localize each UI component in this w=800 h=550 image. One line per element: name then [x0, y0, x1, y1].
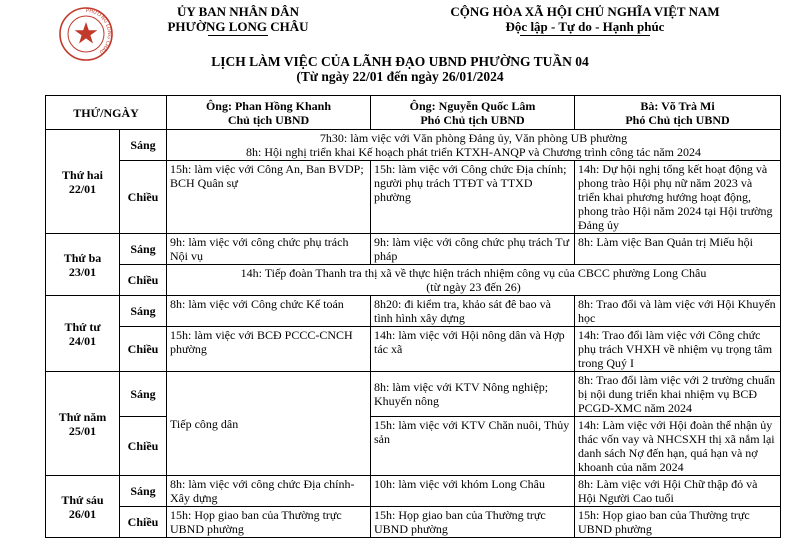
day-name: Thứ ba	[63, 250, 102, 265]
agency-line-2: PHƯỜNG LONG CHÂU	[167, 19, 309, 34]
issuing-agency	[128, 4, 348, 34]
title-line-2: (Từ ngày 22/01 đến ngày 26/01/2024	[296, 69, 504, 84]
nation-line-1: CỘNG HÒA XÃ HỘI CHỦ NGHĨA VIỆT NAM	[450, 4, 720, 19]
chairman-name: Ông: Phan Hồng Khanh	[205, 98, 332, 113]
agency-line-1: ỦY BAN NHÂN DÂN	[177, 4, 299, 19]
table-row	[46, 265, 781, 296]
chairman-role: Chủ tịch UBND	[227, 112, 310, 127]
day-cell-monday	[46, 130, 120, 234]
table-row	[46, 234, 781, 265]
day-cell-thursday	[46, 372, 120, 476]
document-title	[0, 54, 800, 84]
national-motto	[400, 4, 770, 34]
svg-text:PHƯỜNG LONG CHÂU: PHƯỜNG LONG CHÂU	[85, 7, 113, 55]
day-date: 24/01	[68, 333, 97, 348]
schedule-entry: 15h: Họp giao ban của Thường trực UBND phường	[167, 507, 371, 538]
day-date: 25/01	[68, 423, 97, 438]
agency-underline	[208, 35, 268, 36]
schedule-entry	[167, 265, 781, 296]
schedule-entry: 8h: Làm việc với Hội Chữ thập đỏ và Hội Người Cao tuổi	[575, 476, 781, 507]
table-row	[46, 327, 781, 372]
schedule-entry: 14h: Làm việc với Hội đoàn thể nhận ủy thác vốn vay và NHCSXH thị xã nắm lại danh sách Nợ đến hạn, quá hạn và nợ khoanh của năm 2024	[575, 417, 781, 476]
session-afternoon: Chiều	[120, 417, 167, 476]
session-afternoon: Chiều	[120, 265, 167, 296]
schedule-entry	[167, 130, 781, 161]
col-header-chairman	[167, 96, 371, 130]
session-afternoon: Chiều	[120, 507, 167, 538]
nation-line-2: Độc lập - Tự do - Hạnh phúc	[505, 19, 665, 34]
schedule-entry: 8h: Trao đổi và làm việc với Hội Khuyến học	[575, 296, 781, 327]
session-afternoon: Chiều	[120, 327, 167, 372]
schedule-entry: 15h: làm việc với Công An, Ban BVDP; BCH Quân sự	[167, 161, 371, 234]
day-name: Thứ hai	[62, 167, 103, 182]
col-header-vice-chairman-2	[575, 96, 781, 130]
schedule-entry: 8h: làm việc với Công chức Kế toán	[167, 296, 371, 327]
day-name: Thứ tư	[64, 319, 101, 334]
schedule-entry: 8h20: đi kiểm tra, khảo sát đê bao và tình hình xây dựng	[371, 296, 575, 327]
table-row	[46, 296, 781, 327]
session-morning: Sáng	[120, 234, 167, 265]
session-morning: Sáng	[120, 296, 167, 327]
schedule-entry: 15h: làm việc với KTV Chăn nuôi, Thủy sản	[371, 417, 575, 476]
table-row	[46, 417, 781, 476]
schedule-entry: 8h: Làm việc Ban Quản trị Miếu hội	[575, 234, 781, 265]
schedule-entry: 8h: Trao đổi làm việc với 2 trường chuẩn bị nội dung triển khai nhiệm vụ BCĐ PCGD-XMC năm 2024	[575, 372, 781, 417]
table-row	[46, 507, 781, 538]
entry-line: 8h: Hội nghị triển khai Kế hoạch phát triển KTXH-ANQP và Chương trình công tác năm 2024	[246, 145, 701, 159]
schedule-entry: 8h: làm việc với KTV Nông nghiệp; Khuyến nông	[371, 372, 575, 417]
col-header-vice-chairman-1	[371, 96, 575, 130]
day-date: 23/01	[68, 264, 97, 279]
day-date: 22/01	[68, 181, 97, 196]
schedule-entry: 8h: làm việc với công chức Địa chính-Xây dựng	[167, 476, 371, 507]
vice-chairman-1-role: Phó Chủ tịch UBND	[420, 112, 525, 127]
day-cell-tuesday	[46, 234, 120, 296]
session-morning: Sáng	[120, 372, 167, 417]
entry-line: (từ ngày 23 đến 26)	[426, 280, 521, 294]
col-header-day: THỨ/NGÀY	[46, 96, 167, 130]
schedule-table	[45, 95, 781, 538]
schedule-entry: 14h: làm việc với Hội nông dân và Hợp tác xã	[371, 327, 575, 372]
session-afternoon: Chiều	[120, 161, 167, 234]
schedule-entry: 10h: làm việc với khóm Long Châu	[371, 476, 575, 507]
day-cell-friday	[46, 476, 120, 538]
motto-underline	[520, 35, 650, 36]
title-line-1: LỊCH LÀM VIỆC CỦA LÃNH ĐẠO UBND PHƯỜNG TUẦN 04	[211, 54, 589, 69]
schedule-entry: Tiếp công dân	[167, 372, 371, 476]
table-row	[46, 161, 781, 234]
table-row	[46, 476, 781, 507]
schedule-entry: 14h: Trao đổi làm việc với Công chức phụ trách VHXH về nhiệm vụ trọng tâm trong Quý I	[575, 327, 781, 372]
day-date: 26/01	[68, 506, 97, 521]
session-morning: Sáng	[120, 476, 167, 507]
vice-chairman-2-name: Bà: Võ Trà Mi	[640, 98, 715, 113]
day-name: Thứ năm	[58, 409, 107, 424]
schedule-entry: 14h: Dự hội nghị tổng kết hoạt động và phong trào Hội phụ nữ năm 2023 và triển khai phương hướng hoạt động, phong trào Hội năm 2024 tại Hội trường Đảng ủy	[575, 161, 781, 234]
entry-line: 14h: Tiếp đoàn Thanh tra thị xã về thực hiện trách nhiệm công vụ của CBCC phường Long Châu	[240, 266, 707, 280]
table-row	[46, 372, 781, 417]
schedule-entry: 9h: làm việc với công chức phụ trách Nội vụ	[167, 234, 371, 265]
session-morning: Sáng	[120, 130, 167, 161]
schedule-entry: 15h: làm việc với Công chức Địa chính; người phụ trách TTĐT và TTXD phường	[371, 161, 575, 234]
vice-chairman-2-role: Phó Chủ tịch UBND	[625, 112, 730, 127]
day-cell-wednesday	[46, 296, 120, 372]
table-row	[46, 130, 781, 161]
vice-chairman-1-name: Ông: Nguyễn Quốc Lâm	[409, 98, 536, 113]
entry-line: 7h30: làm việc với Văn phòng Đảng ủy, Văn phòng UB phường	[319, 131, 628, 145]
schedule-entry: 15h: làm việc với BCĐ PCCC-CNCH phường	[167, 327, 371, 372]
day-name: Thứ sáu	[61, 492, 104, 507]
header-row	[46, 96, 781, 130]
schedule-entry: 9h: làm việc với công chức phụ trách Tư pháp	[371, 234, 575, 265]
schedule-entry: 15h: Họp giao ban của Thường trực UBND phường	[371, 507, 575, 538]
schedule-entry: 15h: Họp giao ban của Thường trực UBND phường	[575, 507, 781, 538]
